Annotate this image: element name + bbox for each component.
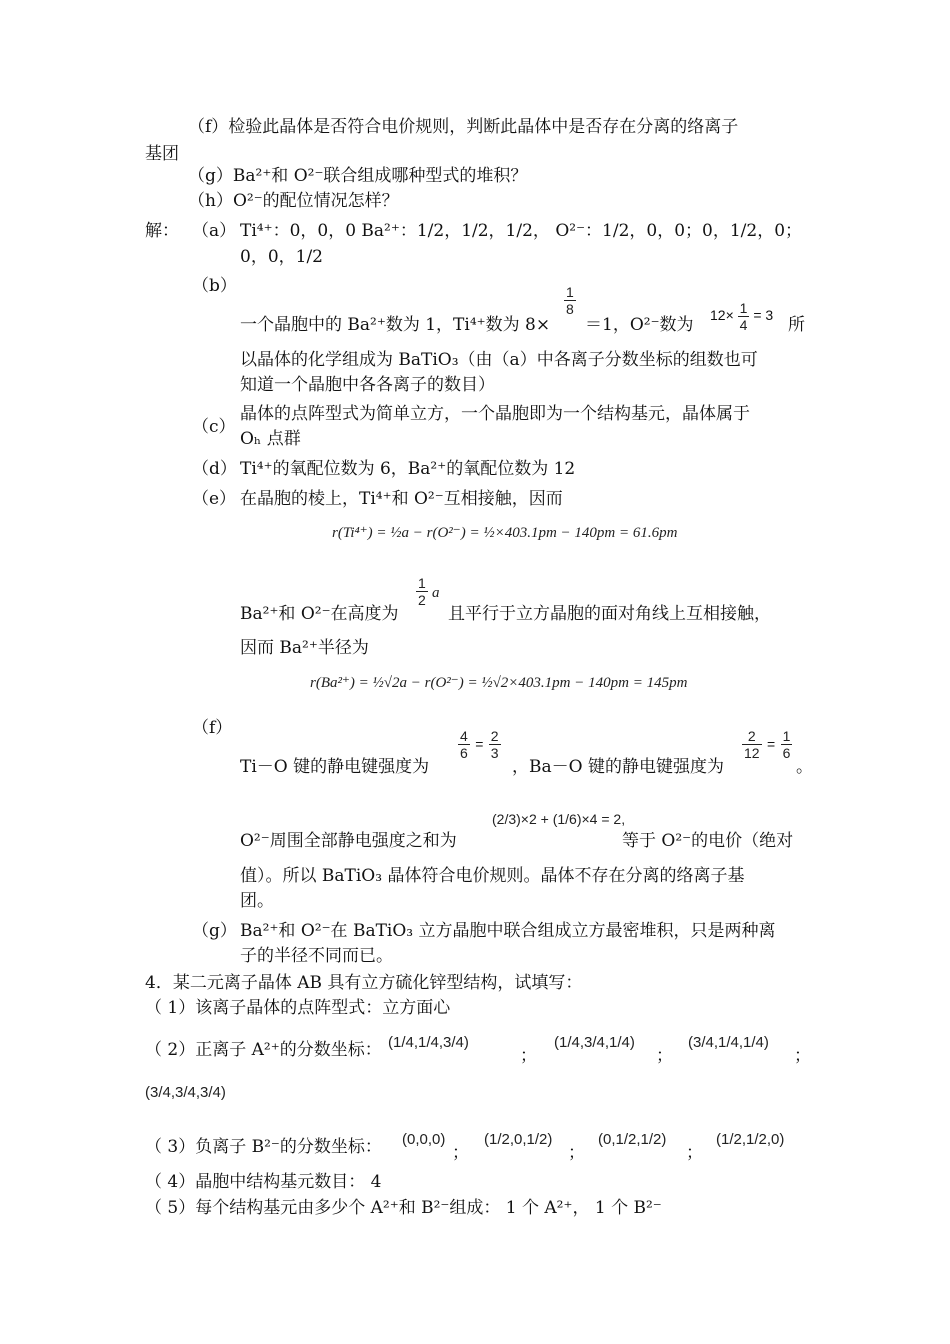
fraction-one-quarter <box>738 300 750 333</box>
separator: ； <box>520 1046 537 1066</box>
fraction-numerator: 4 <box>460 728 468 744</box>
equation-ba-radius: r(Ba²⁺) = ½√2a − r(O²⁻) = ½√2×403.1pm − 140pm = 145pm <box>310 675 688 691</box>
fraction-denominator: 8 <box>566 301 574 317</box>
fraction-one-eighth <box>564 284 576 317</box>
answer-b-label: （b） <box>192 276 237 296</box>
a-coord-2: (1/4,3/4,1/4) <box>554 1034 635 1051</box>
answer-g-line2: 子的半径不同而已。 <box>240 946 393 966</box>
answer-e-line3: 因而 Ba²⁺半径为 <box>240 638 369 658</box>
question-h: （h）O²⁻的配位情况怎样？ <box>188 191 399 211</box>
b-coord-2: (1/2,0,1/2) <box>484 1131 553 1148</box>
answer-f-line2b: 等于 O²⁻的电价（绝对 <box>622 831 794 851</box>
equals-sign: = <box>475 736 484 752</box>
answer-d-label: （d） <box>192 459 237 479</box>
question-4: 4．某二元离子晶体 AB 具有立方硫化锌型结构，试填写： <box>145 973 583 993</box>
answer-c-label: （c） <box>192 417 236 437</box>
equals-sign: = <box>766 736 776 752</box>
question-4-5: （ 5）每个结构基元由多少个 A²⁺和 B²⁻组成： 1 个 A²⁺， 1 个 B²⁻ <box>145 1198 662 1218</box>
b-coord-4: (1/2,1/2,0) <box>716 1131 785 1148</box>
fraction-denominator: 2 <box>418 592 426 608</box>
answer-d-text: Ti⁴⁺的氧配位数为 6，Ba²⁺的氧配位数为 12 <box>240 459 576 479</box>
b-coord-1: (0,0,0) <box>402 1131 446 1148</box>
separator: ； <box>656 1046 673 1066</box>
equation-ti-radius: r(Ti⁴⁺) = ½a − r(O²⁻) = ½×403.1pm − 140pm = 61.6pm <box>332 525 678 541</box>
separator: ； <box>794 1046 811 1066</box>
math-a: a <box>432 585 440 601</box>
fraction-numerator: 1 <box>566 284 574 300</box>
answer-b-line2: 以晶体的化学组成为 BaTiO₃（由（a）中各离子分数坐标的组数也可 <box>240 350 758 370</box>
answer-e-line1: 在晶胞的棱上，Ti⁴⁺和 O²⁻互相接触，因而 <box>240 489 563 509</box>
solution-label: 解： <box>145 221 179 241</box>
b-coord-3: (0,1/2,1/2) <box>598 1131 667 1148</box>
fraction-2-12 <box>742 728 762 761</box>
fraction-denominator: 6 <box>782 745 791 761</box>
question-4-1: （ 1）该离子晶体的点阵型式：立方面心 <box>145 998 451 1018</box>
fraction-2-3 <box>489 728 501 761</box>
fraction-numerator: 1 <box>418 575 426 591</box>
fraction-4-6 <box>458 728 470 761</box>
answer-g-line1: Ba²⁺和 O²⁻在 BaTiO₃ 立方晶胞中联合组成立方最密堆积，只是两种离 <box>240 921 776 941</box>
a-coord-1: (1/4,1/4,3/4) <box>388 1034 469 1051</box>
separator: ； <box>686 1143 703 1163</box>
answer-a-line1: Ti⁴⁺：0，0，0 Ba²⁺：1/2，1/2，1/2， O²⁻：1/2，0，0；0，1/2，0； <box>240 221 803 241</box>
answer-e-line2a: Ba²⁺和 O²⁻在高度为 <box>240 604 399 624</box>
a-coord-3: (3/4,1/4,1/4) <box>688 1034 769 1051</box>
fraction-ti-o-strength <box>458 728 501 761</box>
answer-a-line2: 0，0，1/2 <box>240 247 323 267</box>
question-4-4: （ 4）晶胞中结构基元数目： 4 <box>145 1172 382 1192</box>
fraction-denominator: 12 <box>744 745 760 761</box>
answer-f-line2a: O²⁻周围全部静电强度之和为 <box>240 831 457 851</box>
answer-b-line1a: 一个晶胞中的 Ba²⁺数为 1，Ti⁴⁺数为 8× <box>240 315 551 335</box>
fraction-denominator: 4 <box>739 317 748 333</box>
answer-e-line2b: 且平行于立方晶胞的面对角线上互相接触， <box>448 604 771 624</box>
equation-strength-sum: (2/3)×2 + (1/6)×4 = 2, <box>492 811 626 827</box>
question-f-line1: （f）检验此晶体是否符合电价规则，判断此晶体中是否存在分离的络离子 <box>188 117 739 137</box>
answer-g-label: （g） <box>192 921 237 941</box>
separator: ； <box>452 1143 469 1163</box>
fraction-ba-o-strength <box>742 728 792 761</box>
math-12-times <box>710 300 773 333</box>
math-12x: 12× <box>710 307 734 324</box>
answer-c-line1: 晶体的点阵型式为简单立方，一个晶胞即为一个结构基元，晶体属于 <box>240 404 750 424</box>
answer-f-line3: 值）。所以 BaTiO₃ 晶体符合电价规则。晶体不存在分离的络离子基 <box>240 866 745 886</box>
question-4-2: （ 2）正离子 A²⁺的分数坐标： <box>145 1040 382 1060</box>
answer-f-label: （f） <box>192 718 233 738</box>
answer-f-line4: 团。 <box>240 891 274 911</box>
answer-a-label: （a） <box>192 221 237 241</box>
answer-b-line3: 知道一个晶胞中各各离子的数目） <box>240 375 495 395</box>
a-coord-4: (3/4,3/4,3/4) <box>145 1084 226 1101</box>
answer-b-line1b: ＝1，O²⁻数为 <box>585 315 694 335</box>
question-f-line2: 基团 <box>145 144 179 164</box>
period: 。 <box>796 757 813 777</box>
question-4-3: （ 3）负离子 B²⁻的分数坐标： <box>145 1137 382 1157</box>
math-equals-3: = 3 <box>753 307 774 324</box>
fraction-numerator: 2 <box>747 728 756 744</box>
question-g: （g）Ba²⁺和 O²⁻联合组成哪种型式的堆积？ <box>188 166 528 186</box>
answer-f-line1b: ，Ba－O 键的静电键强度为 <box>512 757 724 777</box>
fraction-numerator: 1 <box>782 728 791 744</box>
answer-b-suo: 所 <box>788 315 805 335</box>
fraction-numerator: 2 <box>490 728 499 744</box>
separator: ； <box>568 1143 585 1163</box>
fraction-one-half <box>416 575 428 608</box>
fraction-denominator: 3 <box>490 745 499 761</box>
answer-e-label: （e） <box>192 489 237 509</box>
fraction-1-6 <box>781 728 793 761</box>
answer-f-line1a: Ti－O 键的静电键强度为 <box>240 757 430 777</box>
fraction-numerator: 1 <box>739 300 748 316</box>
fraction-denominator: 6 <box>460 745 468 761</box>
answer-c-line2: Oₕ 点群 <box>240 429 301 449</box>
